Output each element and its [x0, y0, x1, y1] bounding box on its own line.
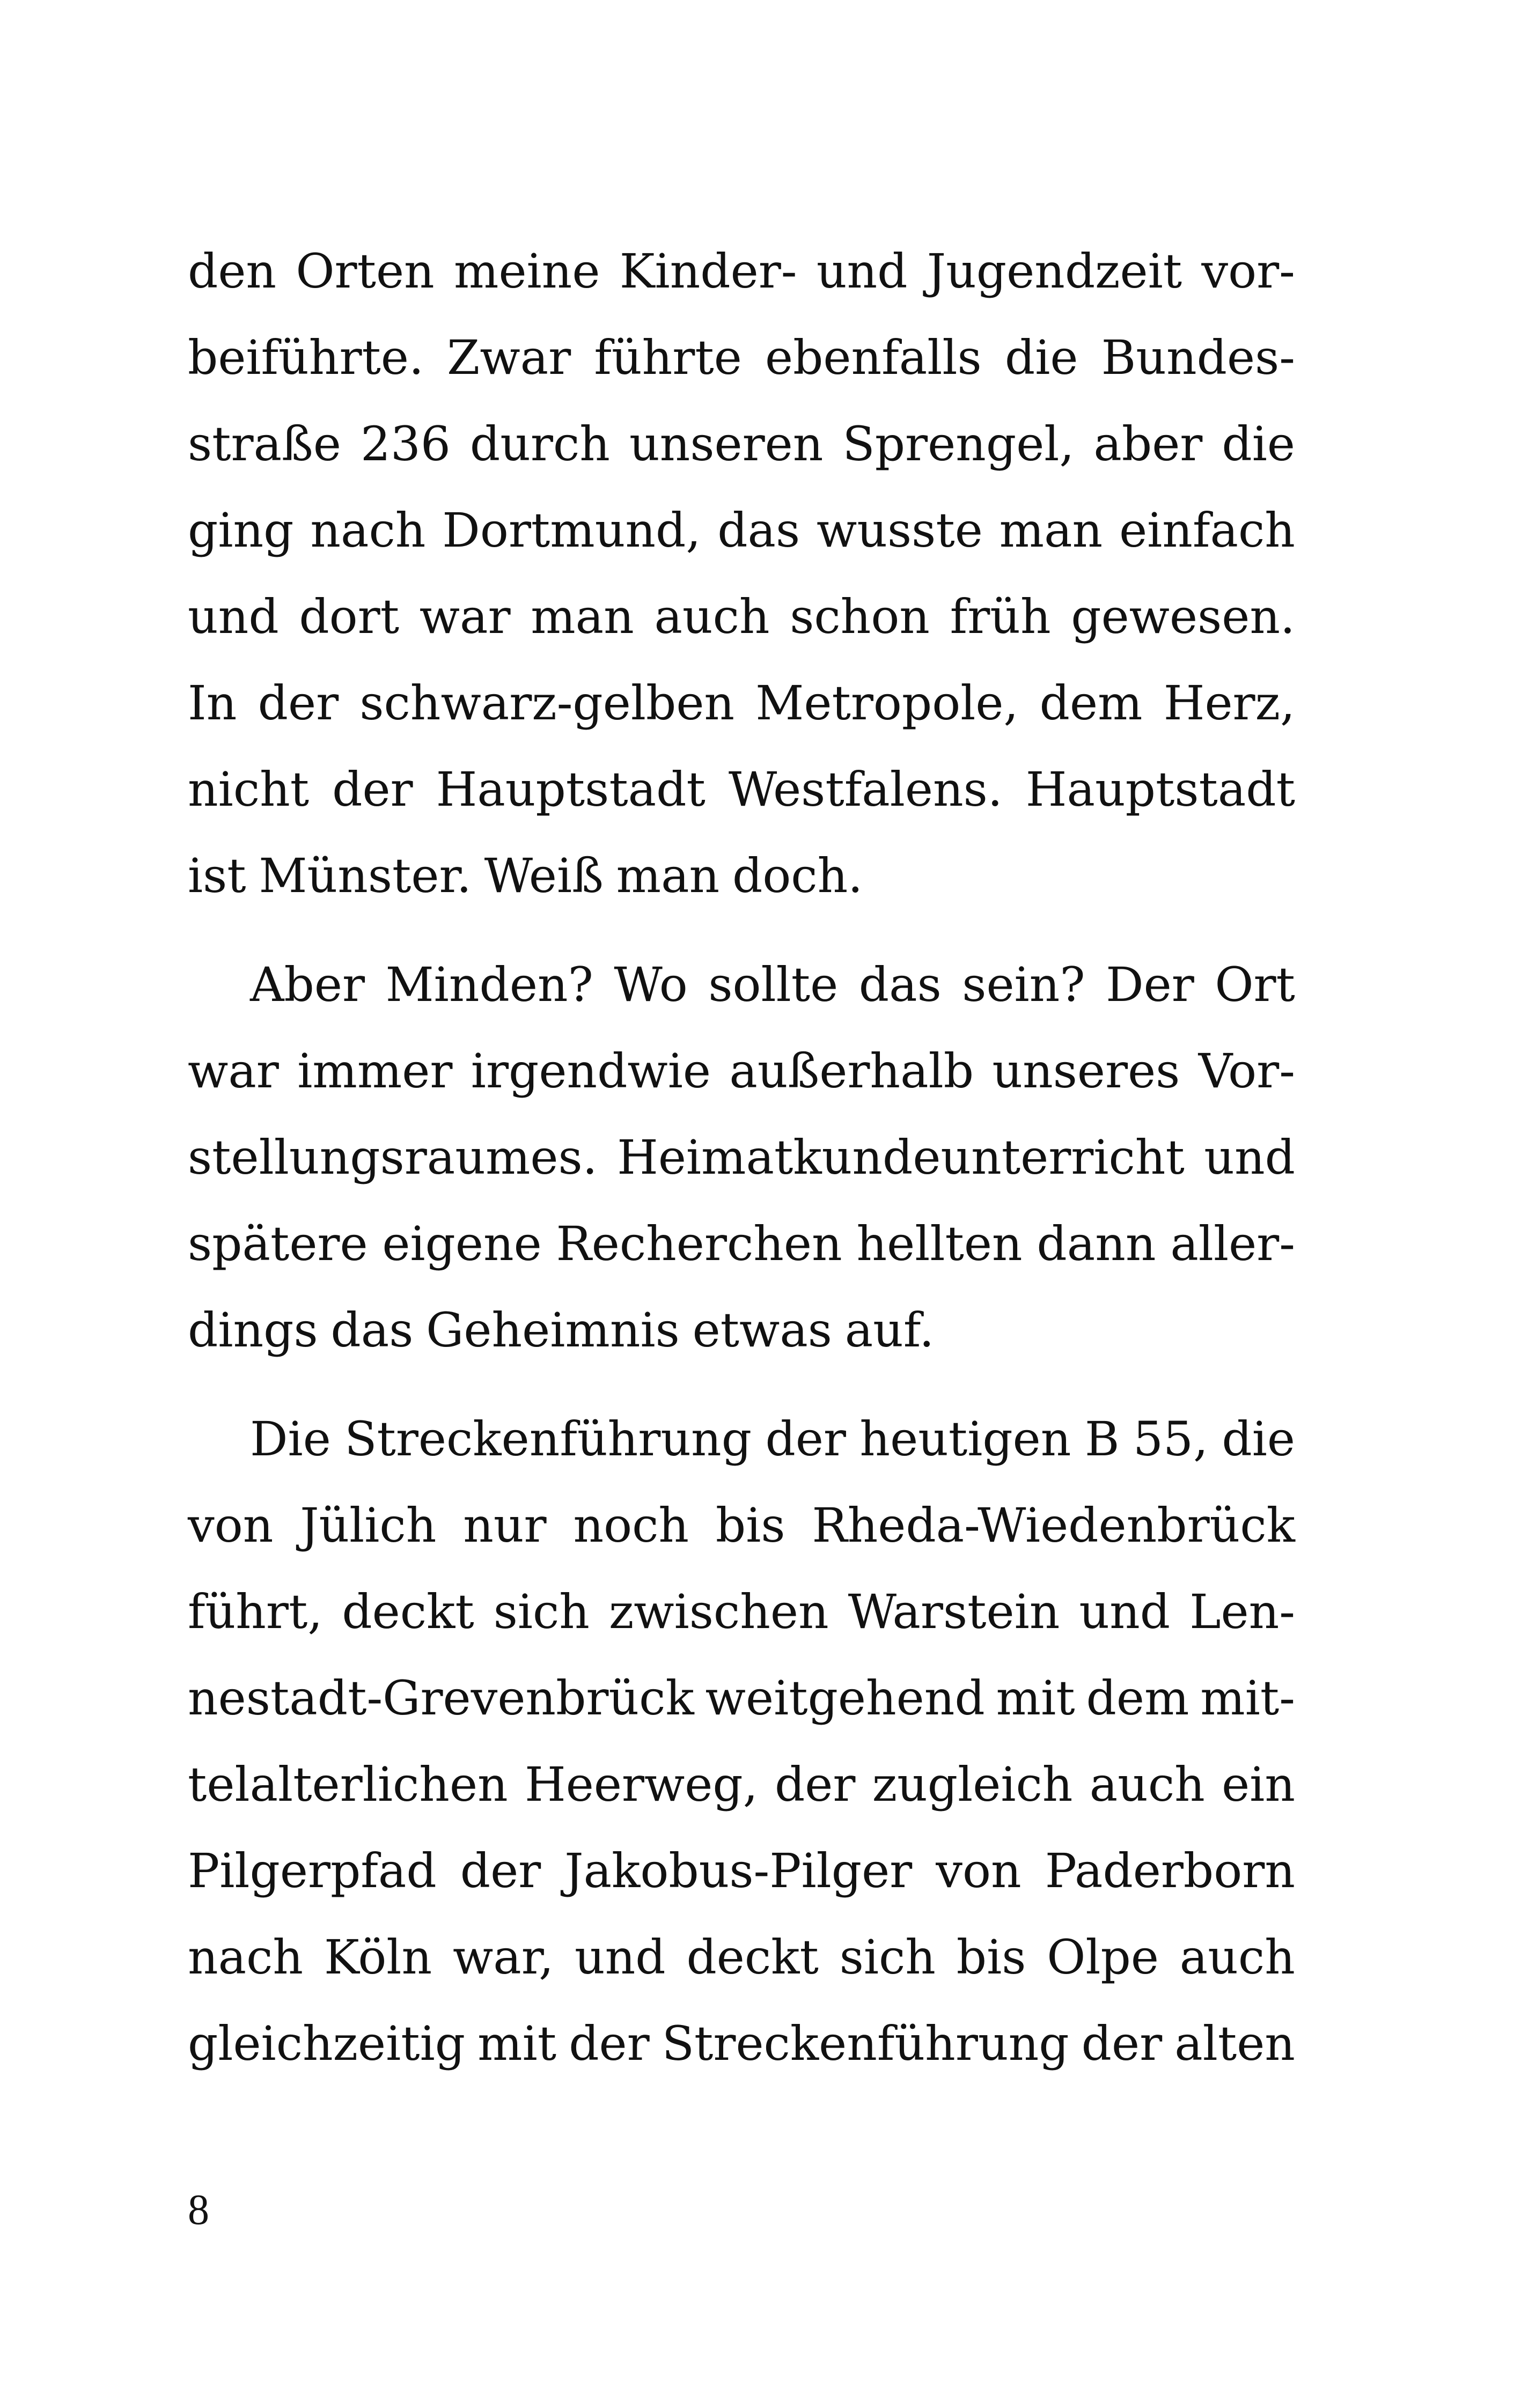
text-line: In der schwarz-gelben Metropole, dem Herz, [188, 675, 1295, 731]
text-line: Pilgerpfad der Jakobus-Pilger von Paderborn [188, 1843, 1295, 1898]
text-line: ging nach Dortmund, das wusste man einfach [188, 503, 1295, 558]
text-line: nicht der Hauptstadt Westfalens. Hauptstadt [188, 762, 1295, 817]
paragraph [188, 941, 1295, 1373]
text-line: beiführte. Zwar führte ebenfalls die Bundes- [188, 330, 1295, 385]
text-line: straße 236 durch unseren Sprengel, aber die [188, 416, 1295, 472]
text-line: ist Münster. Weiß man doch. [188, 848, 863, 903]
paragraph [188, 1396, 1295, 2087]
text-line: Aber Minden? Wo sollte das sein? Der Ort [250, 957, 1295, 1012]
paragraph-gap [188, 919, 1295, 941]
text-line: von Jülich nur noch bis Rheda-Wiedenbrück [188, 1498, 1295, 1553]
page-number: 8 [188, 2186, 209, 2234]
body-text [188, 228, 1295, 2087]
text-line: nestadt-Grevenbrück weitgehend mit dem mit- [188, 1670, 1295, 1726]
text-line: den Orten meine Kinder- und Jugendzeit vor- [188, 244, 1295, 299]
text-line: spätere eigene Recherchen hellten dann aller- [188, 1216, 1295, 1271]
text-line: war immer irgendwie außerhalb unseres Vor- [188, 1043, 1295, 1099]
text-line: führt, deckt sich zwischen Warstein und Len- [188, 1584, 1295, 1639]
text-line: telalterlichen Heerweg, der zugleich auch ein [188, 1757, 1295, 1812]
paragraph [188, 228, 1295, 919]
text-line: nach Köln war, und deckt sich bis Olpe auch [188, 1930, 1295, 1985]
text-line: und dort war man auch schon früh gewesen. [188, 589, 1295, 644]
text-line: stellungsraumes. Heimatkundeunterricht und [188, 1130, 1295, 1185]
text-line: dings das Geheimnis etwas auf. [188, 1302, 935, 1358]
paragraph-gap [188, 1373, 1295, 1396]
text-line: gleichzeitig mit der Streckenführung der alten [188, 2016, 1295, 2071]
text-line: Die Streckenführung der heutigen B 55, die [250, 1411, 1295, 1467]
